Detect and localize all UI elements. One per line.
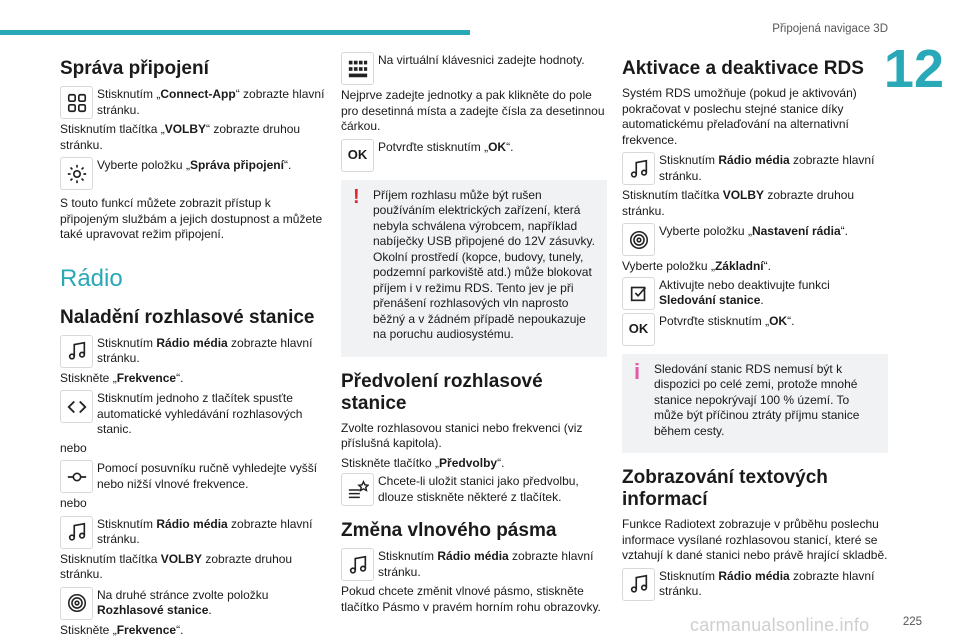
step-ok: OK Potvrďte stisknutím „OK“. <box>341 139 607 172</box>
heading-zmena: Změna vlnového pásma <box>341 520 557 541</box>
info-icon: i <box>634 358 641 384</box>
paragraph-keyboard: Nejprve zadejte jednotky a pak klikněte do pole pro desetinná místa a zadejte čísla za desetinnou čárkou. <box>341 88 605 133</box>
column-1 <box>60 50 326 640</box>
paragraph-radiotext: Funkce Radiotext zobrazuje v průběhu poslechu informace vysílané rozhlasovou stanicí, které se vztahují k dané stanici nebo právě hrající skladbě. <box>622 517 888 562</box>
paragraph-sprava: S touto funkcí můžete zobrazit přístup k připojeným službám a jejich dostupnost a můžete také upravovat režim připojení. <box>60 196 323 241</box>
paragraph-rds: Systém RDS umožňuje (pokud je aktivován) pokračovat v poslechu stejné stanice díky automatickému přelaďování na alternativní frekvence. <box>622 86 857 147</box>
radio-wave-icon <box>622 223 655 256</box>
step-connect-app: Stisknutím „Connect-App“ zobrazte hlavní stránku. <box>60 86 326 119</box>
step-sledovani: Aktivujte nebo deaktivujte funkci Sledování stanice. <box>622 277 888 310</box>
step-volby-2: Stisknutím tlačítka VOLBY zobrazte druhou stránku. <box>60 551 293 581</box>
info-text: Sledování stanic RDS nemusí být k dispozici po celé zemi, protože mnohé stanice nepokrývají 100 % území. To může být příčinou ztráty příjmu stanice během cesty. <box>654 361 860 438</box>
step-radio-media-4: Stisknutím Rádio média zobrazte hlavní stránku. <box>622 152 888 185</box>
step-volby-3: Stisknutím tlačítka VOLBY zobrazte druhou stránku. <box>622 188 855 218</box>
info-note <box>622 354 888 454</box>
step-predvolby: Stiskněte tlačítko „Předvolby“. <box>341 455 505 470</box>
step-auto-search: Stisknutím jednoho z tlačítek spusťte automatické vyhledávání rozhlasových stanic. <box>60 390 326 438</box>
column-2 <box>341 50 607 619</box>
step-radio-media-2: Stisknutím Rádio média zobrazte hlavní stránku. <box>60 516 326 549</box>
keypad-icon <box>341 52 374 85</box>
music-note-icon <box>60 335 93 368</box>
music-note-icon <box>60 516 93 549</box>
step-radio-media-5: Stisknutím Rádio média zobrazte hlavní stránku. <box>622 568 888 601</box>
step-save-preset: Chcete-li uložit stanici jako předvolbu, dlouze stiskněte některé z tlačítek. <box>341 473 607 506</box>
paragraph-predvoleni: Zvolte rozhlasovou stanici nebo frekvenci (viz příslušná kapitola). <box>341 420 583 450</box>
heading-textove-informace: Zobrazování textových informací <box>622 467 828 510</box>
slider-icon <box>60 460 93 493</box>
chapter-number: 12 <box>883 39 944 99</box>
section-radio: Rádio <box>60 264 123 292</box>
watermark: carmanualsonline.info <box>690 615 870 635</box>
chevrons-left-right-icon <box>60 390 93 423</box>
music-note-icon <box>341 548 374 581</box>
gear-icon <box>60 157 93 190</box>
music-note-icon <box>622 152 655 185</box>
column-3 <box>622 50 888 604</box>
ok-icon: OK <box>341 139 374 172</box>
heading-naladeni: Naladění rozhlasové stanice <box>60 306 315 328</box>
apps-grid-icon <box>60 86 93 119</box>
step-frekvence: Stiskněte „Frekvence“. <box>60 370 184 385</box>
step-frekvence-2: Stiskněte „Frekvence“. <box>60 622 184 637</box>
heading-rds: Aktivace a deaktivace RDS <box>622 58 864 79</box>
step-rozhlasove-stanice: Na druhé stránce zvolte položku Rozhlasové stanice. <box>60 587 326 620</box>
heading-sprava-pripojeni: Správa připojení <box>60 58 209 79</box>
step-slider: Pomocí posuvníku ručně vyhledejte vyšší nebo nižší vlnové frekvence. <box>60 460 326 493</box>
step-nastaveni-radia: Vyberte položku „Nastavení rádia“. <box>622 223 888 256</box>
radio-wave-icon <box>60 587 93 620</box>
page-number: 225 <box>902 615 922 628</box>
warning-note <box>341 180 607 357</box>
paragraph-zmena: Pokud chcete změnit vlnové pásmo, stiskněte tlačítko Pásmo v pravém horním rohu obrazovky. <box>341 584 601 614</box>
step-ok-2: OK Potvrďte stisknutím „OK“. <box>622 313 888 346</box>
warning-icon: ! <box>353 185 360 208</box>
preset-star-icon <box>341 473 374 506</box>
step-radio-media-3: Stisknutím Rádio média zobrazte hlavní stránku. <box>341 548 607 581</box>
warning-text: Příjem rozhlasu může být rušen používáním elektrických zařízení, která nebyla schválena výrobcem, například nabíječky USB připojené do 12V zásuvky. Okolní prostředí (kopce, budovy, tunely, podzemní parkoviště atd.) může blokovat příjem i v režimu RDS. Tento jev je při přenášení rozhlasových vln naprosto běžný a v žádném případě nepoukazuje na poruchu audiosystému. <box>373 187 595 341</box>
step-volby: Stisknutím tlačítka „VOLBY“ zobrazte druhou stránku. <box>60 122 301 152</box>
header-accent-bar <box>0 30 470 35</box>
checkbox-icon <box>622 277 655 310</box>
text-nebo-1: nebo <box>60 440 87 455</box>
heading-predvoleni: Předvolení rozhlasové stanice <box>341 370 543 414</box>
music-note-icon <box>622 568 655 601</box>
ok-icon: OK <box>622 313 655 346</box>
step-zakladni: Vyberte položku „Základní“. <box>622 259 771 273</box>
header-title: Připojená navigace 3D <box>772 23 888 35</box>
step-radio-media: Stisknutím Rádio média zobrazte hlavní stránku. <box>60 335 326 368</box>
step-sprava: Vyberte položku „Správa připojení“. <box>60 157 326 190</box>
text-nebo-2: nebo <box>60 496 87 510</box>
step-keyboard: Na virtuální klávesnici zadejte hodnoty. <box>341 52 607 85</box>
